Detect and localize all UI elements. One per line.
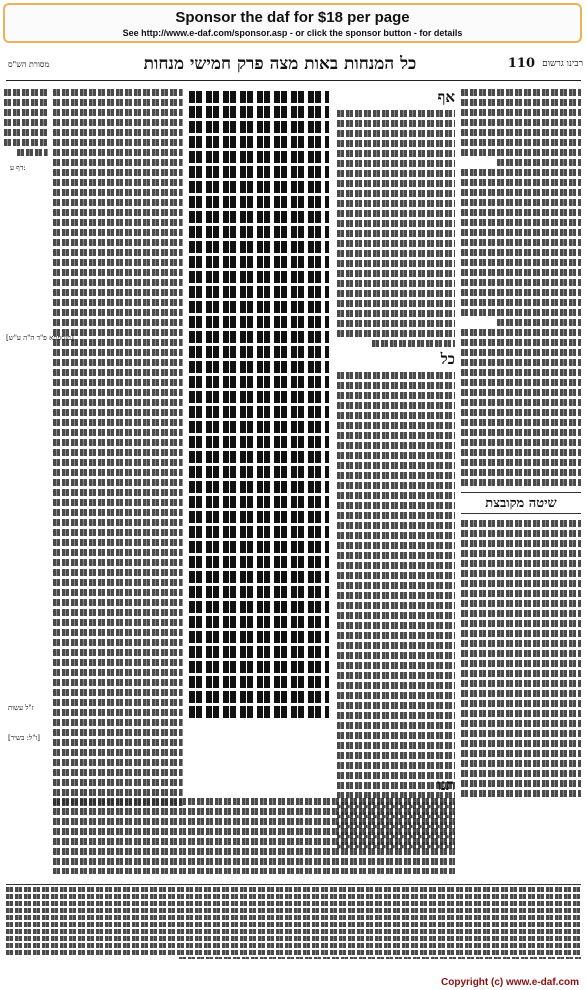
dibur-opener-c: כל — [440, 350, 455, 368]
gemara-main-column — [189, 88, 329, 768]
page-title: כל המנחות באות מצה פרק חמישי מנחות — [143, 54, 417, 74]
right-commentary-column — [461, 86, 581, 876]
sponsor-banner[interactable] — [3, 3, 582, 43]
dibur-opener-b: תנו — [437, 776, 455, 794]
page-header — [0, 52, 587, 78]
right-commentary-name: רבינו גרשום — [542, 59, 583, 69]
footnotes — [6, 884, 581, 959]
margin-marker-1: דף ע: — [10, 164, 26, 172]
page-number: 110 — [507, 56, 535, 71]
left-margin-notes — [4, 86, 48, 876]
tosafot-column — [53, 86, 183, 876]
gemara-lower-block — [53, 774, 455, 874]
margin-marker-4: [ו"ל: בשיר] — [8, 734, 40, 742]
side-heading: שיטה מקובצת — [461, 492, 581, 514]
margin-marker-2: [מוספתא פ"ד ה"ה ע"ש] — [6, 334, 74, 342]
header-divider — [6, 80, 581, 81]
dibur-opener-a: אף — [437, 88, 455, 106]
rashi-column — [337, 86, 455, 876]
copyright-link[interactable]: Copyright (c) www.e-daf.com — [441, 977, 579, 988]
talmud-page — [0, 44, 587, 976]
margin-marker-3: ז"ל עשות — [8, 704, 34, 712]
sponsor-headline: Sponsor the daf for $18 per page — [175, 9, 410, 26]
sponsor-details-link[interactable]: See http://www.e-daf.com/sponsor.asp - or click the sponsor button - for details — [122, 28, 463, 38]
left-margin-name: מסורת הש"ס — [8, 60, 50, 69]
